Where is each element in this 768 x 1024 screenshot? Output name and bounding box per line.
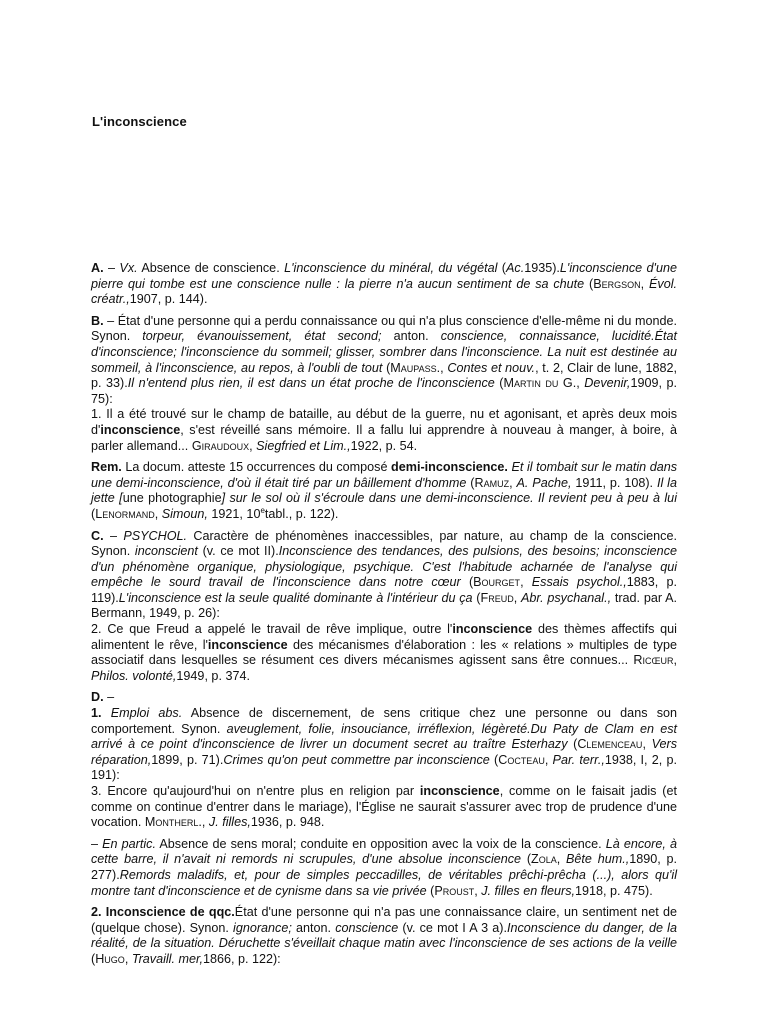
- section-d-partic: – En partic. Absence de sens moral; conduite en opposition avec la voix de la conscience. Là encore, à cette barre, il n'avait ni remords ni scrupules, d'une absolue inconscience (Zola, Bête hum.,1890, p. 277).Remords maladifs, et, pour de simples peccadilles, de véritables prêchi-prêcha (...), alors qu'il montre tant d'inconscience et de cynisme dans sa vie privée (Proust, J. filles en fleurs,1918, p. 475).: [91, 836, 677, 898]
- example: Inconscience du danger, de la réalité, de la situation. Déruchette s'éveillait chaque matin avec l'inconscience de ses actions de la veille: [91, 920, 677, 951]
- source-author: Freud: [480, 590, 514, 605]
- section-d: D. –: [91, 690, 115, 705]
- section-b: B. – État d'une personne qui a perdu connaissance ou qui n'a plus conscience d'elle-même ni du monde. Synon. torpeur, évanouissement, état second; anton. conscience, connaissance, lucidité.État d'inconscience; l'inconscience du sommeil; glisser, sombrer dans l'inconscience. La nuit est destinée au sommeil, à l'inconscience, au repos, à l'oubli de tout (Maupass., Contes et nouv., t. 2, Clair de lune, 1882, p. 33).Il n'entend plus rien, il est dans un état proche de l'inconscience (Martin du G., Devenir,1909, p. 75):: [91, 313, 678, 406]
- section-letter: D.: [91, 690, 104, 705]
- example: Inconscience des tendances, des pulsions, des besoins; inconscience d'un phénomène organique, physiologique, psychique. C'est l'habitude acharnée de l'analyse qui empêche le sourd travail de l'inconscience dans notre cœur: [91, 544, 677, 590]
- source-author: Ramuz: [474, 475, 510, 490]
- example: Remords maladifs, et, pour de simples peccadilles, de véritables prêchi-prêcha (...), alors qu'il montre tant d'inconscience et de cynisme dans sa vie privée: [91, 867, 677, 898]
- source-work: Travaill. mer,: [131, 951, 203, 966]
- source-work: Essais psychol.,: [531, 575, 627, 590]
- source-author: Proust: [434, 883, 475, 898]
- example: Là encore, à cette barre, il n'avait ni remords ni scrupules, d'une absolue inconscience: [91, 836, 677, 867]
- source-author: Lenormand: [95, 506, 155, 521]
- source-work: A. Pache,: [516, 475, 572, 490]
- source-work: Siegfried et Lim.,: [256, 438, 351, 453]
- source-author: Martin du: [503, 376, 559, 391]
- page-title: L'inconscience: [92, 114, 187, 129]
- source-author: Zola: [531, 852, 557, 867]
- source-work: Contes et nouv.: [447, 360, 536, 375]
- remark: Rem. La docum. atteste 15 occurrences du composé demi-inconscience. Et il tombait sur le matin dans une demi-inconscience, d'où il était tiré par un bâillement d'homme (Ramuz, A. Pache, 1911, p. 108). Il la jette [une photographie] sur le sol où il s'écroule dans une demi-inconscience. Il revient peu à peu à lui (Lenormand, Simoun, 1921, 10etabl., p. 122).: [91, 460, 677, 521]
- source-work: J. filles,: [208, 815, 251, 830]
- source-work: Évol. créatr.,: [91, 276, 678, 307]
- section-d-1: 1. Emploi abs. Absence de discernement, de sens critique chez une personne ou dans son comportement. Synon. aveuglement, folie, insouciance, irréflexion, légèreté.Du Paty de Clam en est arrivé à ce point d'inconscience de livrer un document secret au traître Esterhazy (Clemenceau, Vers réparation,1899, p. 71).Crimes qu'on peut commettre par inconscience (Cocteau, Par. terr.,1938, I, 2, p. 191):: [91, 706, 678, 783]
- source-work: Simoun,: [161, 506, 208, 521]
- source-author: Ricœur: [633, 653, 674, 668]
- source-author: Clemenceau: [577, 737, 643, 752]
- section-c: C. – PSYCHOL. Caractère de phénomènes inaccessibles, par nature, au champ de la conscience. Synon. inconscient (v. ce mot II).Inconscience des tendances, des pulsions, des besoins; inconscience d'un phénomène organique, physiologique, psychique. C'est l'habitude acharnée de l'analyse qui empêche le sourd travail de l'inconscience dans notre cœur (Bourget, Essais psychol.,1883, p. 119).L'inconscience est la seule qualité dominante à l'intérieur du ça (Freud, Abr. psychanal., trad. par A. Bermann, 1949, p. 26):: [91, 528, 677, 621]
- source-work: Abr. psychanal.,: [520, 590, 612, 605]
- quotation-3: 3. Encore qu'aujourd'hui on n'entre plus en religion par inconscience, comme on le faisait jadis (et comme on continue d'entrer dans le mariage), l'Église ne saurait s'assurer avec trop de prudence d'une vocation. Montherl., J. filles,1936, p. 948.: [91, 784, 677, 830]
- section-letter: B.: [91, 313, 104, 328]
- example: État d'inconscience; l'inconscience du sommeil; glisser, sombrer dans l'inconscience. La nuit est destinée au sommeil, à l'inconscience, au repos, à l'oubli de tout: [91, 329, 678, 375]
- source-author: Maupass.: [390, 360, 441, 375]
- example: Crimes qu'on peut commettre par inconscience: [223, 752, 490, 767]
- section-letter: A.: [91, 261, 104, 275]
- source-work: Vers réparation,: [91, 737, 677, 767]
- source-author: Cocteau: [498, 752, 545, 767]
- source-work: Philos. volonté,: [91, 668, 177, 683]
- source-work: Par. terr.,: [552, 752, 605, 767]
- source-author: Bourget: [473, 575, 521, 590]
- source-author: Hugo: [95, 951, 125, 966]
- source-author: Giraudoux: [191, 438, 250, 453]
- section-d-2: 2. Inconscience de qqc.État d'une personne qui n'a pas une connaissance claire, un sentiment net de (quelque chose). Synon. ignorance; anton. conscience (v. ce mot I A 3 a).Inconscience du danger, de la réalité, de la situation. Déruchette s'éveillait chaque matin avec l'inconscience de ses actions de la veille (Hugo, Travaill. mer,1866, p. 122):: [91, 905, 677, 966]
- quotation-2: 2. Ce que Freud a appelé le travail de rêve implique, outre l'inconscience des thèmes affectifs qui alimentent le rêve, l'inconscience des mécanismes d'élaboration : les « relations » multiples de type associatif dans lesquelles se résument ces divers mécanismes agissent sans être connues... Ricœur, Philos. volonté,1949, p. 374.: [91, 622, 677, 683]
- source-work: J. filles en fleurs,: [481, 883, 576, 898]
- source-author: Bergson: [593, 276, 641, 291]
- example: L'inconscience du minéral, du végétal: [284, 261, 498, 275]
- source-work: Devenir,: [584, 376, 631, 391]
- example: L'inconscience est la seule qualité dominante à l'intérieur du ça: [118, 590, 473, 605]
- example: Du Paty de Clam en est arrivé à ce point d'inconscience de livrer un document secret au traître Esterhazy: [91, 721, 678, 752]
- example: Et il tombait sur le matin dans une demi-inconscience, d'où il était tiré par un bâillement d'homme: [91, 460, 677, 490]
- example: L'inconscience d'une pierre qui tombe est une conscience nulle : la pierre n'a aucun sentiment de sa chute: [91, 261, 677, 291]
- source-author: Montherl.: [144, 815, 202, 830]
- source-work: Bête hum.,: [566, 852, 630, 867]
- section-letter: C.: [91, 528, 104, 543]
- example: Il n'entend plus rien, il est dans un état proche de l'inconscience: [127, 376, 495, 391]
- dictionary-entry: [91, 261, 677, 968]
- quotation-1: 1. Il a été trouvé sur le champ de bataille, au début de la guerre, nu et agonisant, et après deux mois d'inconscience, s'est réveillé sans mémoire. Il a fallu lui apprendre à nouveau à manger, à boire, à parler allemand... Giraudoux, Siegfried et Lim.,1922, p. 54.: [91, 407, 677, 453]
- section-a: A. – Vx. Absence de conscience. L'inconscience du minéral, du végétal (Ac.1935).L'inconscience d'une pierre qui tombe est une conscience nulle : la pierre n'a aucun sentiment de sa chute (Bergson, Évol. créatr.,1907, p. 144).: [91, 261, 678, 307]
